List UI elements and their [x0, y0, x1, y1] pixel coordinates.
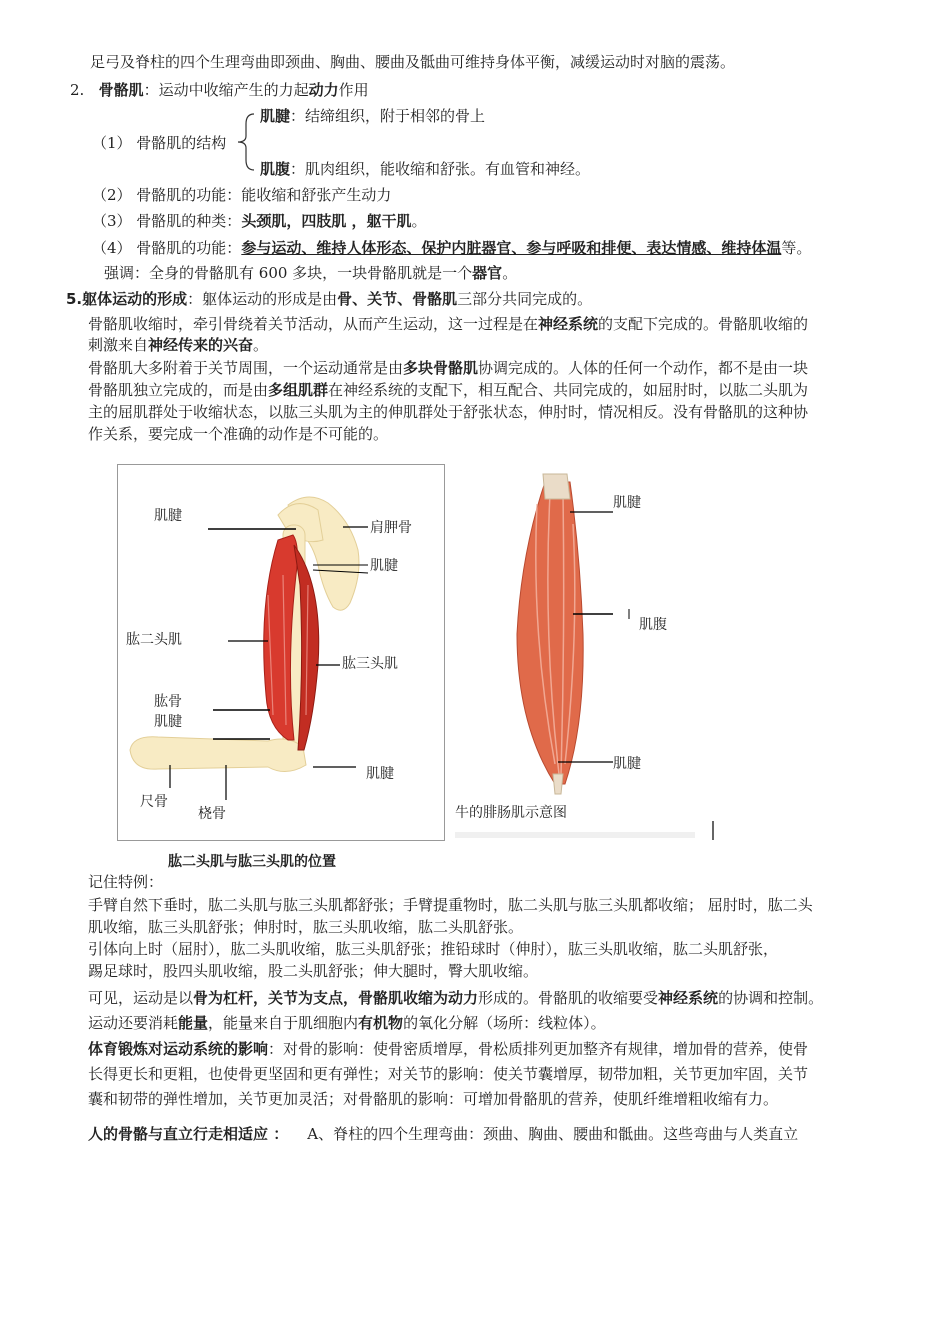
bold-term: 能量: [178, 1014, 209, 1032]
para-line: 囊和韧带的弹性增加，关节更加灵活；对骨骼肌的影响：可增加骨骼肌的营养，使肌纤维增粗收缩有力。: [88, 1090, 779, 1108]
figure-caption: 肱二头肌与肱三头肌的位置: [168, 854, 336, 870]
bold-term: 骨为杠杆，关节为支点，骨骼肌收缩为动力: [193, 989, 479, 1007]
line-text: 。: [411, 212, 427, 230]
remember-heading: 记住特例：: [88, 873, 164, 891]
belly-line: [260, 159, 590, 179]
label-biceps: 肱二头肌: [126, 632, 182, 648]
bold-term: 神经系统: [538, 315, 599, 333]
bold-term: 头颈肌，四肢肌 ，躯干肌: [241, 212, 412, 230]
para-line: [88, 1013, 606, 1033]
bold-term: 有机物: [358, 1014, 404, 1032]
para-line: 长得更长和更粗，也使骨更坚固和更有弹性；对关节的影响：使关节囊增厚，韧带加粗，关节更加牢固，关节: [88, 1065, 809, 1083]
line-text: ：躯体运动的形成是由: [187, 290, 338, 308]
muscle-illustration: [455, 464, 715, 840]
function-line: （2） 骨骼肌的功能：能收缩和舒张产生动力: [92, 186, 392, 204]
muscle-figure: [455, 464, 715, 840]
line-text: （4） 骨骼肌的功能：: [92, 239, 242, 257]
label-tendon: 肌腱: [154, 508, 182, 524]
line-text: 的支配下完成的。骨骼肌收缩的: [598, 315, 809, 333]
para-line: [88, 314, 808, 334]
section-title: 骨骼肌: [98, 81, 144, 99]
section-title: 5.躯体运动的形成: [66, 290, 188, 308]
label-triceps: 肱三头肌: [342, 656, 398, 672]
bold-term: 神经系统: [658, 989, 719, 1007]
bold-term: 体育锻炼对运动系统的影响: [88, 1040, 269, 1058]
para-line: [88, 380, 808, 400]
line-text: 骨骼肌独立完成的，而是由: [88, 381, 269, 399]
bold-term: 神经传来的兴奋: [148, 336, 254, 354]
line-text: 。: [253, 336, 269, 354]
figure-caption: 牛的腓肠肌示意图: [455, 805, 567, 821]
line-text: ：对骨的影响：使骨密质增厚，骨松质排列更加整齐有规律，增加骨的营养，使骨: [268, 1040, 809, 1058]
para-line: [88, 358, 808, 378]
bold-term: 骨、关节、骨骼肌: [337, 290, 458, 308]
para-line: 主的屈肌群处于收缩状态，以肱三头肌为主的伸肌群处于舒张状态，伸肘时，情况相反。没有骨骼肌的这种协: [88, 403, 809, 421]
line-text: 。: [502, 264, 518, 282]
line-text: 形成的。骨骼肌的收缩要受: [478, 989, 659, 1007]
para-line: 引体向上时（屈肘），肱二头肌收缩，肱三头肌舒张；推铅球时（伸肘），肱三头肌收缩，肱二头肌舒张，: [88, 940, 779, 958]
bold-term: 人的骨骼与直立行走相适应 ：: [88, 1125, 289, 1143]
label-ulna: 尺骨: [140, 794, 168, 810]
structure-label: （1） 骨骼肌的结构: [92, 134, 227, 152]
line-text: 协调完成的。人体的任何一个动作，都不是由一块: [478, 359, 809, 377]
tendon-line: [260, 106, 485, 126]
para-line: [88, 1039, 808, 1059]
line-text: A、脊柱的四个生理弯曲：颈曲、胸曲、腰曲和骶曲。这些弯曲与人类直立: [288, 1125, 799, 1143]
para-line: 足弓及脊柱的四个生理弯曲即颈曲、胸曲、腰曲及骶曲可维持身体平衡，减缓运动时对脑的震荡。: [90, 53, 736, 71]
line-text: （3） 骨骼肌的种类：: [92, 212, 242, 230]
line-text: 在神经系统的支配下，相互配合、共同完成的，如屈肘时，以肱二头肌为: [328, 381, 809, 399]
definition-text: ：肌肉组织，能收缩和舒张。有血管和神经。: [290, 160, 591, 178]
section-number: 2.: [70, 81, 85, 99]
bold-term: 参与运动、维持人体形态、保护内脏器官、参与呼吸和排便、表达情感、维持体温: [241, 239, 782, 257]
label-scapula: 肩胛骨: [370, 520, 412, 536]
para-line: [88, 335, 268, 355]
line-text: 运动还要消耗: [88, 1014, 179, 1032]
para-line: [88, 988, 823, 1008]
label-tendon: 肌腱: [366, 766, 394, 782]
line-text: ，能量来自于肌细胞内: [208, 1014, 359, 1032]
line-text: 的协调和控制。: [718, 989, 824, 1007]
line-text: 骨骼肌大多附着于关节周围，一个运动通常是由: [88, 359, 404, 377]
line-text: 等。: [781, 239, 812, 257]
para-line: 手臂自然下垂时，肱二头肌与肱三头肌都舒张；手臂提重物时，肱二头肌与肱三头肌都收缩； 屈肘时，肱二头: [88, 896, 813, 914]
bold-term: 肌腹: [260, 160, 291, 178]
line-text: 三部分共同完成的。: [457, 290, 593, 308]
section-5-heading: [66, 289, 592, 309]
para-line: [88, 1124, 798, 1144]
bold-term: 动力: [308, 81, 339, 99]
arm-figure: [117, 464, 445, 841]
bold-term: 肌腱: [260, 107, 291, 125]
line-text: 强调：全身的骨骼肌有 600 多块，一块骨骼肌就是一个: [104, 264, 473, 282]
function-line-2: [92, 238, 811, 258]
section-2-heading: [70, 80, 369, 100]
line-text: 骨骼肌收缩时，牵引骨绕着关节活动，从而产生运动，这一过程是在: [88, 315, 539, 333]
bold-term: 器官: [472, 264, 503, 282]
types-line: [92, 211, 427, 231]
brace: [236, 112, 258, 172]
label-humerus: 肱骨: [154, 694, 182, 710]
line-text: 刺激来自: [88, 336, 149, 354]
para-line: 作关系，要完成一个准确的动作是不可能的。: [88, 425, 389, 443]
label-tendon: 肌腱: [154, 714, 182, 730]
para-line: 肌收缩，肱三头肌舒张；伸肘时，肱三头肌收缩，肱二头肌舒张。: [88, 918, 524, 936]
definition-text: ：结缔组织，附于相邻的骨上: [290, 107, 486, 125]
label-belly: 肌腹: [639, 617, 667, 633]
line-text: 的氧化分解（场所：线粒体）。: [403, 1014, 606, 1032]
section-text: ：运动中收缩产生的力起: [143, 81, 309, 99]
bold-term: 多块骨骼肌: [403, 359, 479, 377]
label-radius: 桡骨: [198, 806, 226, 822]
line-text: 可见，运动是以: [88, 989, 194, 1007]
section-text: 作用: [338, 81, 369, 99]
label-tendon: 肌腱: [613, 756, 641, 772]
para-line: 踢足球时，股四头肌收缩，股二头肌舒张；伸大腿时，臀大肌收缩。: [88, 962, 539, 980]
label-tendon: 肌腱: [613, 495, 641, 511]
label-tendon: 肌腱: [370, 558, 398, 574]
bold-term: 多组肌群: [268, 381, 329, 399]
emphasis-line: [104, 263, 517, 283]
